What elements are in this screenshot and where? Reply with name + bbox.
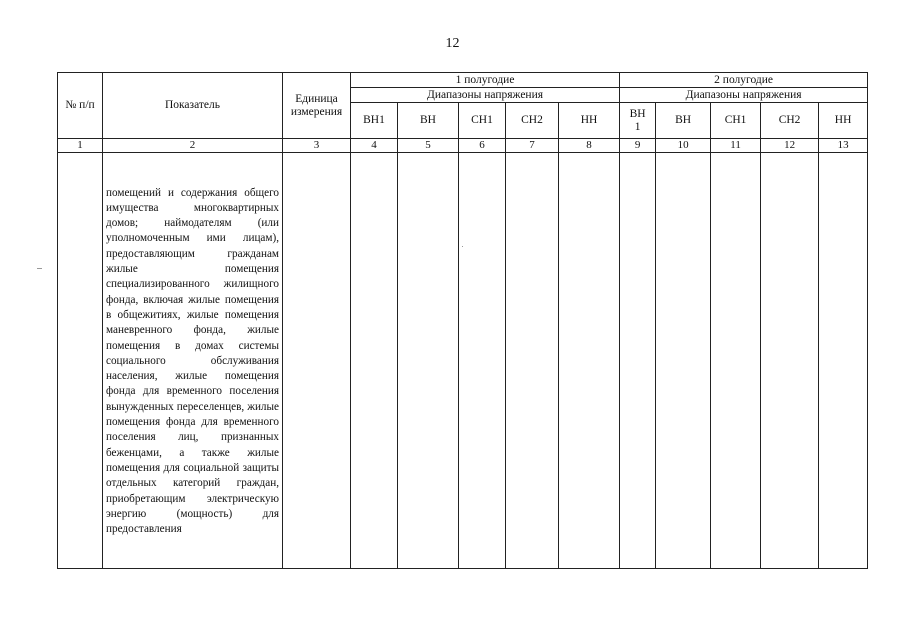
cell-value: [620, 153, 656, 569]
cell-value: [559, 153, 620, 569]
indicator-text: помещений и содержания общего имущества многоквартирных домов; наймодателям (или уполномоченным ими лицам), предоставляющим гражданам жилые помещения специализированного жилищного фонда, включая жилые помещения в общежитиях, жилые помещения маневренного фонда, жилые помещения в домах системы социального обслуживания населения, жилые помещения фонда для временного поселения вынужденных переселенцев, жилые помещения фонда для временного поселения лиц, признанных беженцами, а также жилые помещения для социальной защиты отдельных категорий граждан, приобретающим электрическую энергию (мощность) для предоставления: [106, 186, 279, 536]
page-number: 12: [445, 36, 460, 51]
header-unit: Единица измерения: [283, 73, 351, 139]
tariff-table: [57, 72, 868, 569]
cell-num: [58, 153, 103, 569]
header-indicator: Показатель: [103, 73, 283, 139]
column-number: 7: [506, 139, 559, 153]
cell-value: [711, 153, 761, 569]
column-number: 9: [620, 139, 656, 153]
header-level: ВН 1: [620, 103, 656, 139]
column-number: 13: [819, 139, 868, 153]
header-level: СН2: [506, 103, 559, 139]
table-row: [58, 153, 868, 569]
cell-indicator: [103, 153, 283, 569]
header-voltage-ranges-2: Диапазоны напряжения: [620, 88, 868, 103]
header-level: ВН1: [351, 103, 398, 139]
column-number: 3: [283, 139, 351, 153]
header-level: НН: [559, 103, 620, 139]
header-half1: 1 полугодие: [351, 73, 620, 88]
header-level: ВН: [656, 103, 711, 139]
header-level: НН: [819, 103, 868, 139]
cell-value: [656, 153, 711, 569]
column-number: 2: [103, 139, 283, 153]
column-number: 12: [761, 139, 819, 153]
cell-value: [761, 153, 819, 569]
cell-unit: [283, 153, 351, 569]
cell-value: [819, 153, 868, 569]
header-level: ВН: [398, 103, 459, 139]
cell-value: [351, 153, 398, 569]
column-number: 4: [351, 139, 398, 153]
column-number: 11: [711, 139, 761, 153]
column-number: 6: [459, 139, 506, 153]
header-half2: 2 полугодие: [620, 73, 868, 88]
scan-speck: [462, 246, 463, 247]
header-level: СН2: [761, 103, 819, 139]
cell-value: [506, 153, 559, 569]
cell-value: [459, 153, 506, 569]
column-number: 5: [398, 139, 459, 153]
scan-speck: [37, 268, 42, 269]
column-number: 10: [656, 139, 711, 153]
header-level: СН1: [711, 103, 761, 139]
column-number: 1: [58, 139, 103, 153]
header-voltage-ranges-1: Диапазоны напряжения: [351, 88, 620, 103]
cell-value: [398, 153, 459, 569]
header-level: СН1: [459, 103, 506, 139]
header-num: № п/п: [58, 73, 103, 139]
column-number: 8: [559, 139, 620, 153]
